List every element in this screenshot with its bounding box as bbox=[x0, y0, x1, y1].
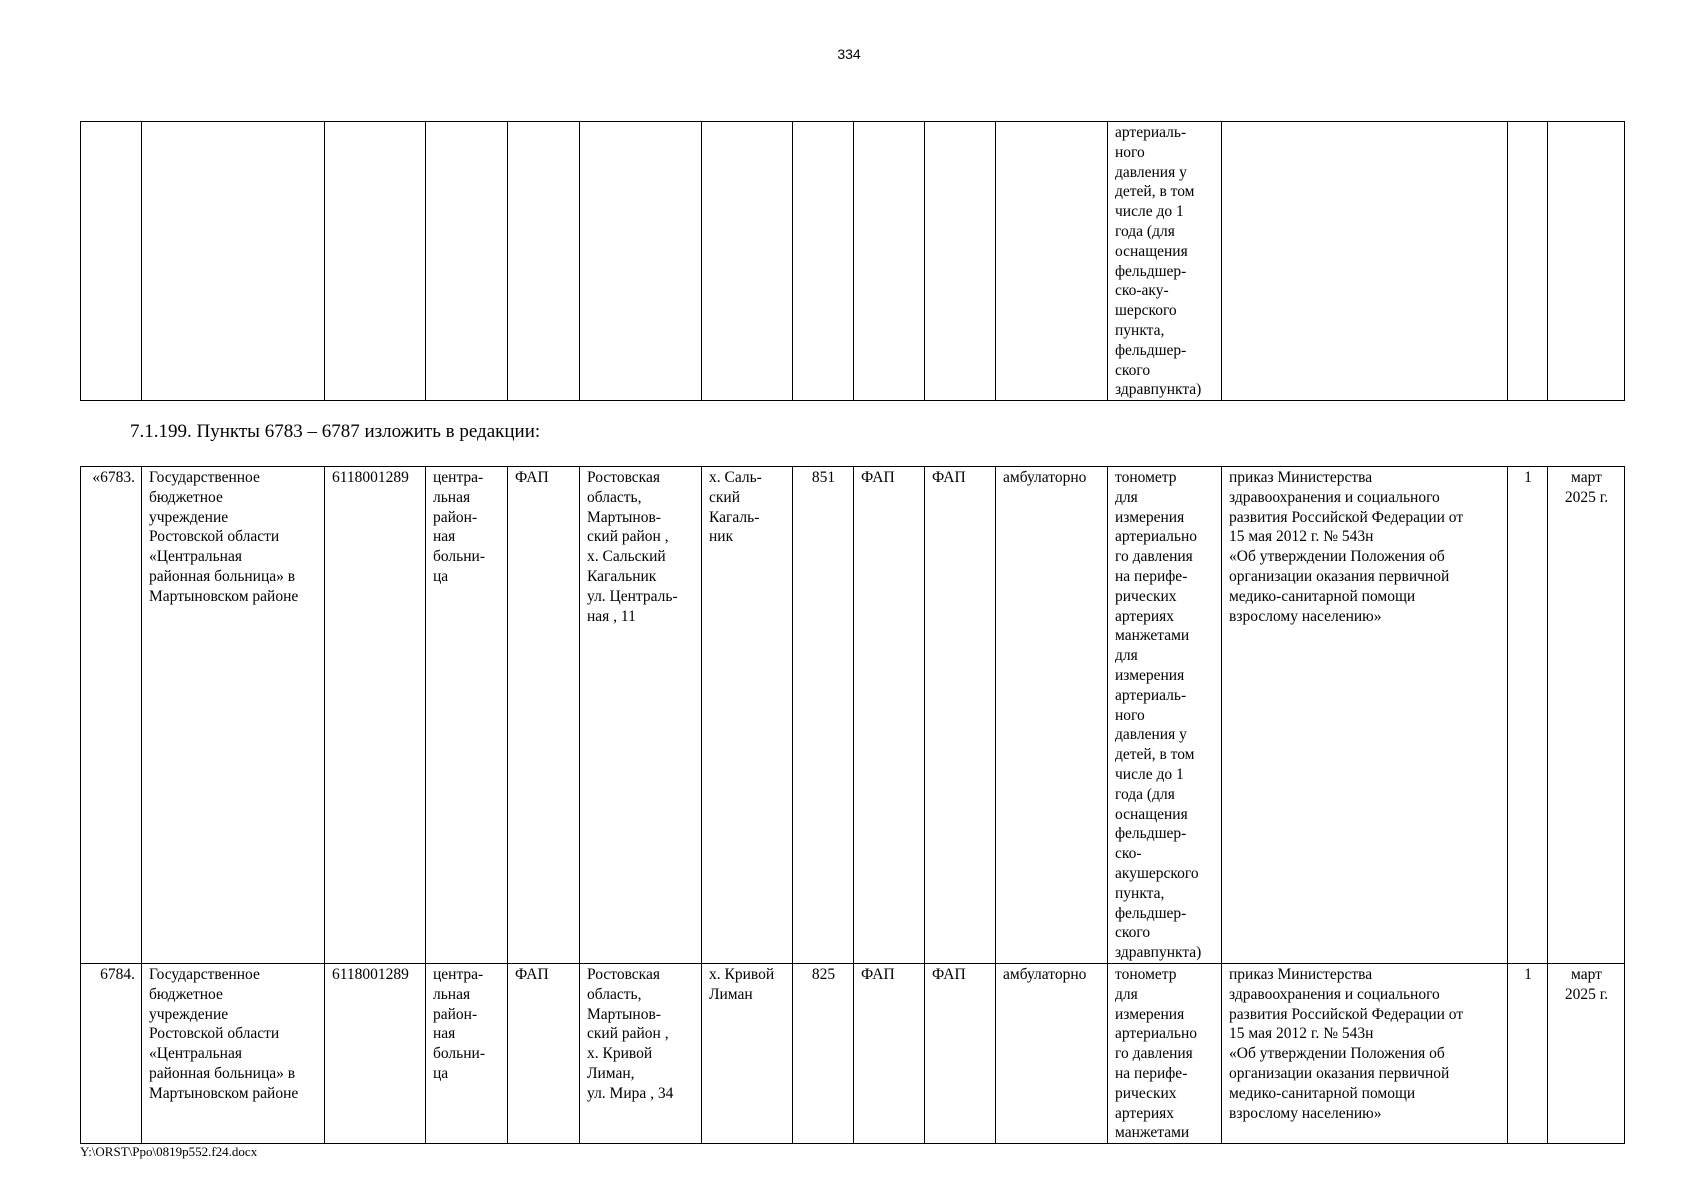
cell-inn: 6118001289 bbox=[325, 963, 426, 1143]
cell-type: центра- льная район- ная больни- ца bbox=[426, 963, 508, 1143]
cell-num: 6784. bbox=[81, 963, 142, 1143]
table-row bbox=[81, 467, 1625, 964]
cell-unit bbox=[508, 122, 580, 401]
cell-order bbox=[1222, 122, 1508, 401]
cell-date: март 2025 г. bbox=[1548, 963, 1625, 1143]
cell-type bbox=[426, 122, 508, 401]
cell-care: амбулаторно bbox=[996, 467, 1108, 964]
cell-unit: ФАП bbox=[508, 467, 580, 964]
cell-order: приказ Министерства здравоохранения и социального развития Российской Федерации от 15 мая 2012 г. № 543н «Об утверждении Положения об организации оказания первичной медико-санитарной помощи взрослому населению» bbox=[1222, 467, 1508, 964]
cell-locality: х. Кривой Лиман bbox=[702, 963, 793, 1143]
table-row bbox=[81, 963, 1625, 1143]
cell-locality bbox=[702, 122, 793, 401]
cell-inn: 6118001289 bbox=[325, 467, 426, 964]
section-heading: 7.1.199. Пункты 6783 – 6787 изложить в редакции: bbox=[130, 421, 541, 442]
cell-org: Государственное бюджетное учреждение Ростовской области «Центральная районная больница» в Мартыновском районе bbox=[142, 467, 325, 964]
cell-kind2 bbox=[925, 122, 996, 401]
cell-type: центра- льная район- ная больни- ца bbox=[426, 467, 508, 964]
cell-device: тонометр для измерения артериально го давления на перифе- рических артериях манжетами для измерения артериаль- ного давления у детей, в том числе до 1 года (для оснащения фельдшер- ско- акушерского пункта, фельдшер- ского здравпункта) bbox=[1108, 467, 1222, 964]
cell-population bbox=[793, 122, 854, 401]
cell-qty: 1 bbox=[1508, 467, 1548, 964]
cell-date: март 2025 г. bbox=[1548, 467, 1625, 964]
cell-address bbox=[580, 122, 702, 401]
cell-care bbox=[996, 122, 1108, 401]
cell-kind1 bbox=[854, 122, 925, 401]
cell-kind2: ФАП bbox=[925, 963, 996, 1143]
cell-unit: ФАП bbox=[508, 963, 580, 1143]
continuation-table bbox=[80, 121, 1625, 401]
cell-qty bbox=[1508, 122, 1548, 401]
cell-population: 825 bbox=[793, 963, 854, 1143]
table-row bbox=[81, 122, 1625, 401]
cell-kind1: ФАП bbox=[854, 467, 925, 964]
cell-device: тонометр для измерения артериально го давления на перифе- рических артериях манжетами bbox=[1108, 963, 1222, 1143]
cell-order: приказ Министерства здравоохранения и социального развития Российской Федерации от 15 мая 2012 г. № 543н «Об утверждении Положения об организации оказания первичной медико-санитарной помощи взрослому населению» bbox=[1222, 963, 1508, 1143]
facilities-table bbox=[80, 466, 1625, 1144]
cell-org bbox=[142, 122, 325, 401]
cell-address: Ростовская область, Мартынов- ский район , х. Сальский Кагальник ул. Централь- ная , 11 bbox=[580, 467, 702, 964]
cell-kind1: ФАП bbox=[854, 963, 925, 1143]
cell-device: артериаль- ного давления у детей, в том числе до 1 года (для оснащения фельдшер- ско-аку- шерского пункта, фельдшер- ского здравпункта) bbox=[1108, 122, 1222, 401]
page-number: 334 bbox=[837, 46, 861, 62]
cell-care: амбулаторно bbox=[996, 963, 1108, 1143]
cell-qty: 1 bbox=[1508, 963, 1548, 1143]
cell-org: Государственное бюджетное учреждение Ростовской области «Центральная районная больница» в Мартыновском районе bbox=[142, 963, 325, 1143]
cell-num bbox=[81, 122, 142, 401]
cell-address: Ростовская область, Мартынов- ский район , х. Кривой Лиман, ул. Мира , 34 bbox=[580, 963, 702, 1143]
cell-kind2: ФАП bbox=[925, 467, 996, 964]
cell-date bbox=[1548, 122, 1625, 401]
cell-num: «6783. bbox=[81, 467, 142, 964]
cell-locality: х. Саль- ский Кагаль- ник bbox=[702, 467, 793, 964]
file-path-footer: Y:\ORST\Ppo\0819p552.f24.docx bbox=[80, 1144, 258, 1159]
cell-population: 851 bbox=[793, 467, 854, 964]
cell-inn bbox=[325, 122, 426, 401]
